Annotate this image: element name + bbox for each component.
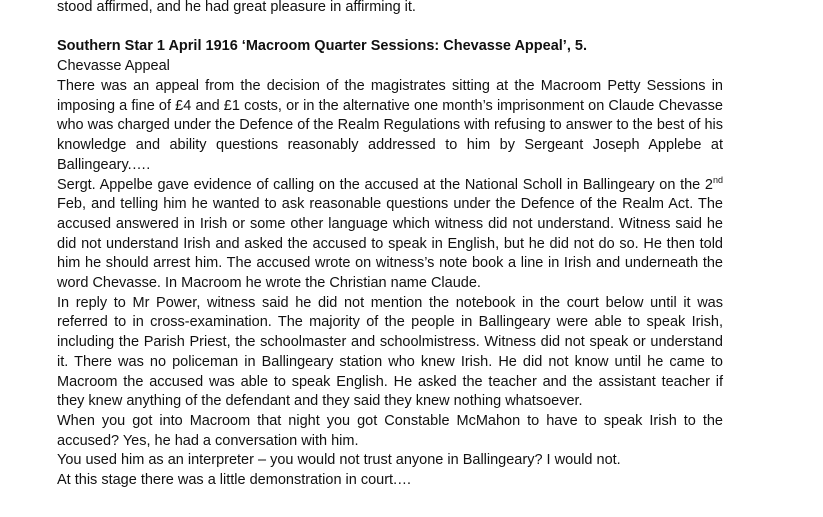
- paragraph-trust-question: You used him as an interpreter – you would not trust anyone in Ballingeary? I would not.: [57, 452, 621, 469]
- paragraph-evidence: [57, 176, 723, 294]
- paragraph-interpreter-question: When you got into Macroom that night you got Constable McMahon to have to speak Irish to the accused? Yes, he had a conversation with him.: [57, 412, 723, 449]
- paragraph-evidence-rest: Feb, and telling him he wanted to ask reasonable questions under the Defence of the Realm Act. The accused answered in Irish or some other language which witness did not understand. Witness said he did not understand Irish and asked the accused to speak in English, but he did not do so. He then told him he should arrest him. The accused wrote on witness’s note book a line in Irish and underneath the word Chevasse. In Macroom he wrote the Christian name Claude.: [57, 196, 723, 292]
- article-body: [57, 77, 723, 491]
- article-subheading: Chevasse Appeal: [57, 58, 170, 74]
- paragraph-appeal: There was an appeal from the decision of the magistrates sitting at the Macroom Petty Sessions in imposing a fine of £4 and £1 costs, or in the alternative one month’s imprisonment on Claude Chevasse who was charged under the Defence of the Realm Regulations with refusing to answer to the best of his knowledge and ability questions reasonably addressed to him by Sergeant Joseph Applebe at Ballingeary.….: [57, 78, 723, 173]
- paragraph-demonstration: At this stage there was a little demonstration in court.…: [57, 472, 412, 489]
- article-heading: Southern Star 1 April 1916 ‘Macroom Quarter Sessions: Chevasse Appeal’, 5.: [57, 38, 587, 54]
- paragraph-cross-examination: In reply to Mr Power, witness said he did not mention the notebook in the court below until it was referred to in cross-examination. The majority of the people in Ballingeary were able to speak Irish, including the Parish Priest, the schoolmaster and schoolmistress. Witness did not speak or understand it. There was no policeman in Ballingeary station who knew Irish. He did not know until he came to Macroom the accused was able to speak English. He asked the teacher and the assistant teacher if they knew anything of the defendant and they said they knew nothing whatsoever.: [57, 294, 723, 410]
- paragraph-evidence-start: Sergt. Appelbe gave evidence of calling on the accused at the National Scholl in Ballingeary on the 2: [57, 176, 713, 193]
- ordinal-suffix: nd: [712, 174, 723, 185]
- previous-text-line: stood affirmed, and he had great pleasure in affirming it.: [57, 0, 416, 15]
